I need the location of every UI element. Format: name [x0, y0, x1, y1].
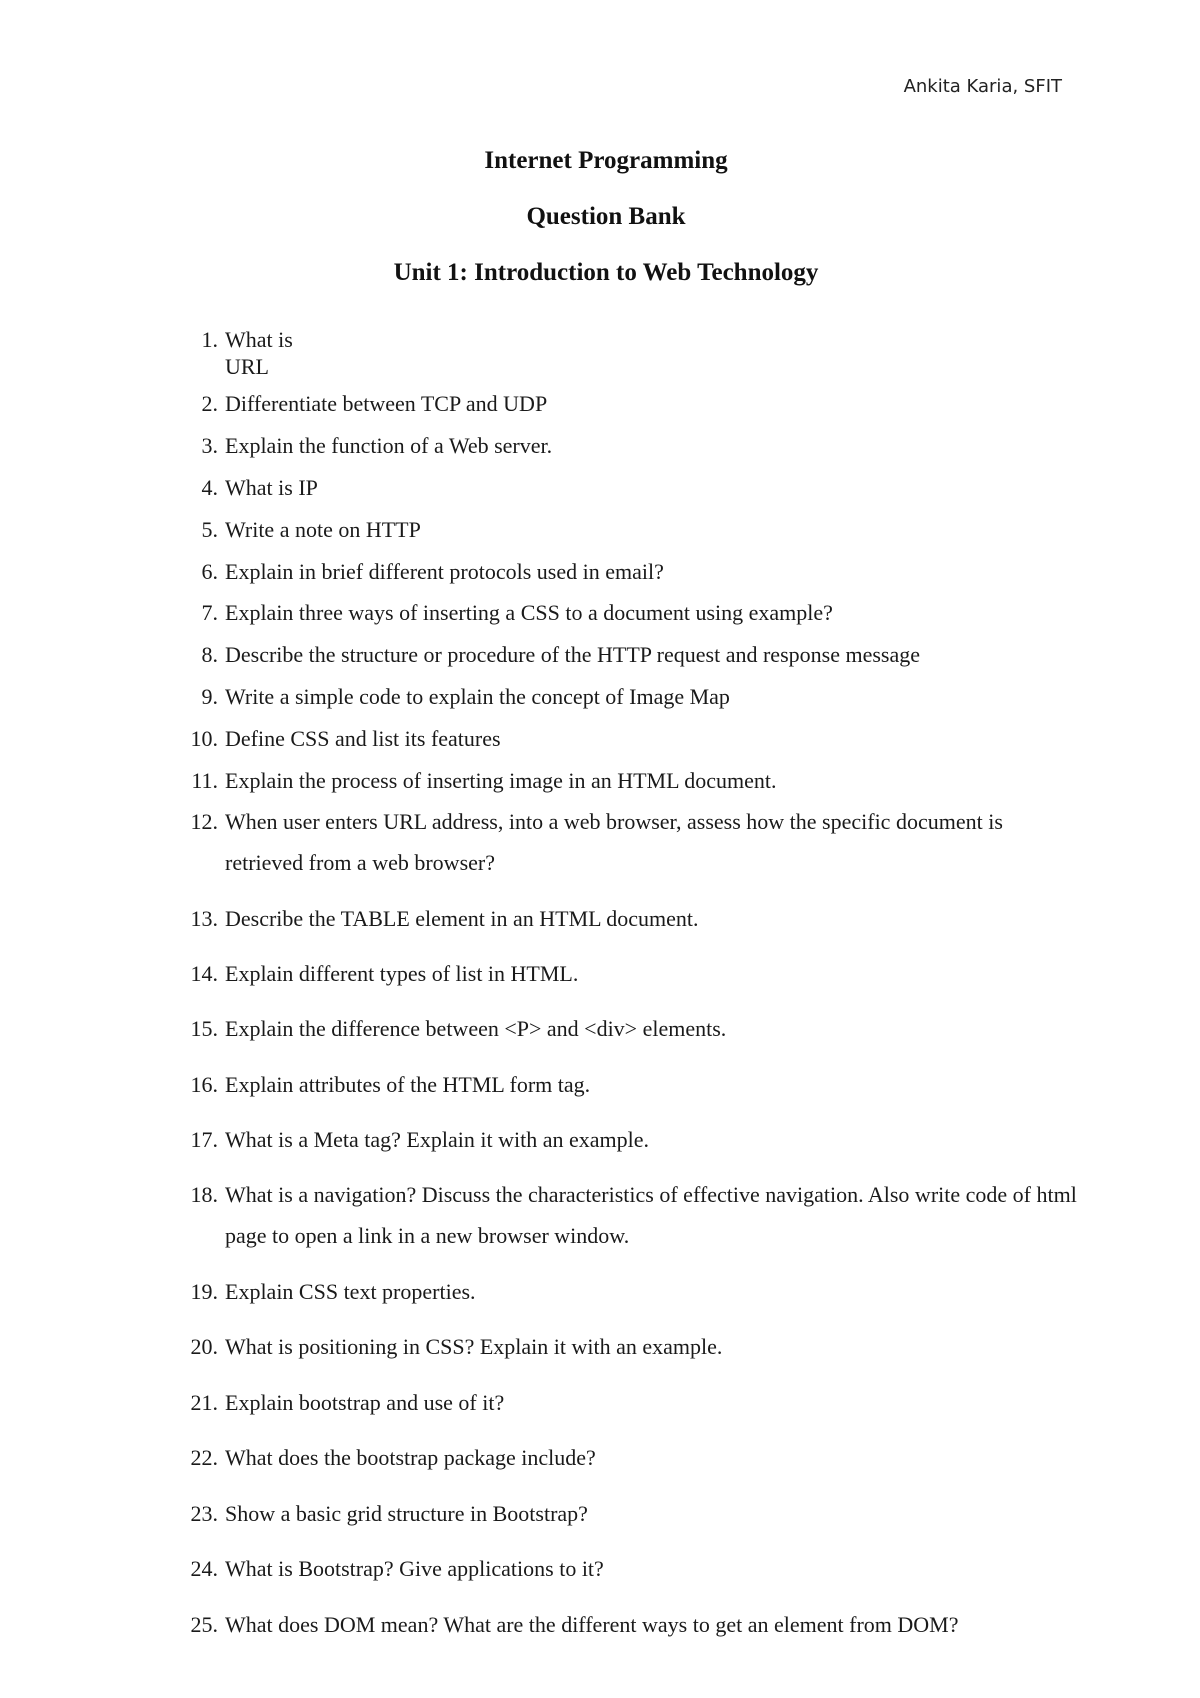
- question-number: 11.: [191, 768, 218, 793]
- question-text: Explain bootstrap and use of it?: [225, 1390, 505, 1415]
- question-number: 19.: [190, 1279, 218, 1304]
- question-text: When user enters URL address, into a web browser, assess how the specific document is retrieved from a web browser?: [225, 809, 1003, 875]
- question-number: 7.: [201, 600, 218, 625]
- question-item: [180, 551, 1080, 592]
- question-number: 15.: [190, 1016, 218, 1041]
- question-number: 10.: [190, 726, 218, 751]
- question-text: Show a basic grid structure in Bootstrap?: [225, 1501, 588, 1526]
- question-item: [180, 1271, 1080, 1312]
- question-item: [180, 1493, 1080, 1534]
- course-title: Internet Programming: [484, 147, 728, 174]
- question-number: 2.: [201, 391, 218, 416]
- question-number: 5.: [201, 517, 218, 542]
- header-author: Ankita Karia, SFIT: [903, 76, 1062, 97]
- question-item: [180, 1008, 1080, 1049]
- question-text: What is a Meta tag? Explain it with an example.: [225, 1127, 649, 1152]
- question-number: 9.: [201, 684, 218, 709]
- question-item: [180, 1174, 1080, 1256]
- question-item: [180, 760, 1080, 801]
- question-text: What is a navigation? Discuss the characteristics of effective navigation. Also write code of html page to open a link in a new browser window.: [225, 1182, 1077, 1248]
- question-number: 16.: [190, 1072, 218, 1097]
- question-item: [180, 801, 1080, 883]
- question-number: 17.: [190, 1127, 218, 1152]
- question-text: Differentiate between TCP and UDP: [225, 391, 548, 416]
- question-item: [180, 1382, 1080, 1423]
- question-number: 14.: [190, 961, 218, 986]
- question-text: Describe the structure or procedure of the HTTP request and response message: [225, 642, 920, 667]
- question-text: Explain in brief different protocols used in email?: [225, 559, 664, 584]
- question-text: What does the bootstrap package include?: [225, 1445, 596, 1470]
- question-text: Describe the TABLE element in an HTML document.: [225, 906, 699, 931]
- question-text: Explain different types of list in HTML.: [225, 961, 579, 986]
- question-item: [180, 425, 1080, 466]
- question-text: What does DOM mean? What are the different ways to get an element from DOM?: [225, 1612, 959, 1637]
- question-item: [180, 509, 1080, 550]
- unit-title: Unit 1: Introduction to Web Technology: [393, 259, 819, 286]
- question-text: Explain CSS text properties.: [225, 1279, 476, 1304]
- question-text: What is URL: [225, 327, 293, 379]
- question-item: [180, 467, 1080, 508]
- question-bank-title: Question Bank: [526, 203, 686, 230]
- question-number: 25.: [190, 1612, 218, 1637]
- question-text: Define CSS and list its features: [225, 726, 501, 751]
- question-item: [180, 1064, 1080, 1105]
- question-number: 21.: [190, 1390, 218, 1415]
- question-item: [180, 383, 1080, 424]
- question-item: [180, 718, 1080, 759]
- question-number: 20.: [190, 1334, 218, 1359]
- question-number: 3.: [201, 433, 218, 458]
- question-item: [180, 1604, 1080, 1645]
- title-block: [0, 146, 1200, 288]
- question-number: 12.: [190, 809, 218, 834]
- question-item: [180, 1326, 1080, 1367]
- question-number: 4.: [201, 475, 218, 500]
- question-text: What is positioning in CSS? Explain it with an example.: [225, 1334, 723, 1359]
- question-number: 8.: [201, 642, 218, 667]
- question-text: Write a note on HTTP: [225, 517, 421, 542]
- question-text: Explain the function of a Web server.: [225, 433, 553, 458]
- question-item: [180, 592, 1080, 633]
- question-item: [180, 319, 300, 380]
- question-number: 22.: [190, 1445, 218, 1470]
- question-number: 6.: [201, 559, 218, 584]
- question-item: [180, 1437, 1080, 1478]
- question-text: Write a simple code to explain the concept of Image Map: [225, 684, 730, 709]
- question-text: What is Bootstrap? Give applications to it?: [225, 1556, 604, 1581]
- question-number: 18.: [190, 1182, 218, 1207]
- question-item: [180, 953, 1080, 994]
- question-number: 24.: [190, 1556, 218, 1581]
- question-number: 23.: [190, 1501, 218, 1526]
- question-text: Explain attributes of the HTML form tag.: [225, 1072, 591, 1097]
- question-text: Explain the process of inserting image in an HTML document.: [225, 768, 777, 793]
- question-item: [180, 634, 1080, 675]
- question-text: Explain the difference between <P> and <div> elements.: [225, 1016, 727, 1041]
- question-text: What is IP: [225, 475, 318, 500]
- question-item: [180, 898, 1080, 939]
- question-number: 13.: [190, 906, 218, 931]
- question-text: Explain three ways of inserting a CSS to a document using example?: [225, 600, 833, 625]
- question-item: [180, 1119, 1080, 1160]
- question-number: 1.: [201, 327, 218, 352]
- question-item: [180, 676, 1080, 717]
- question-item: [180, 1548, 1080, 1589]
